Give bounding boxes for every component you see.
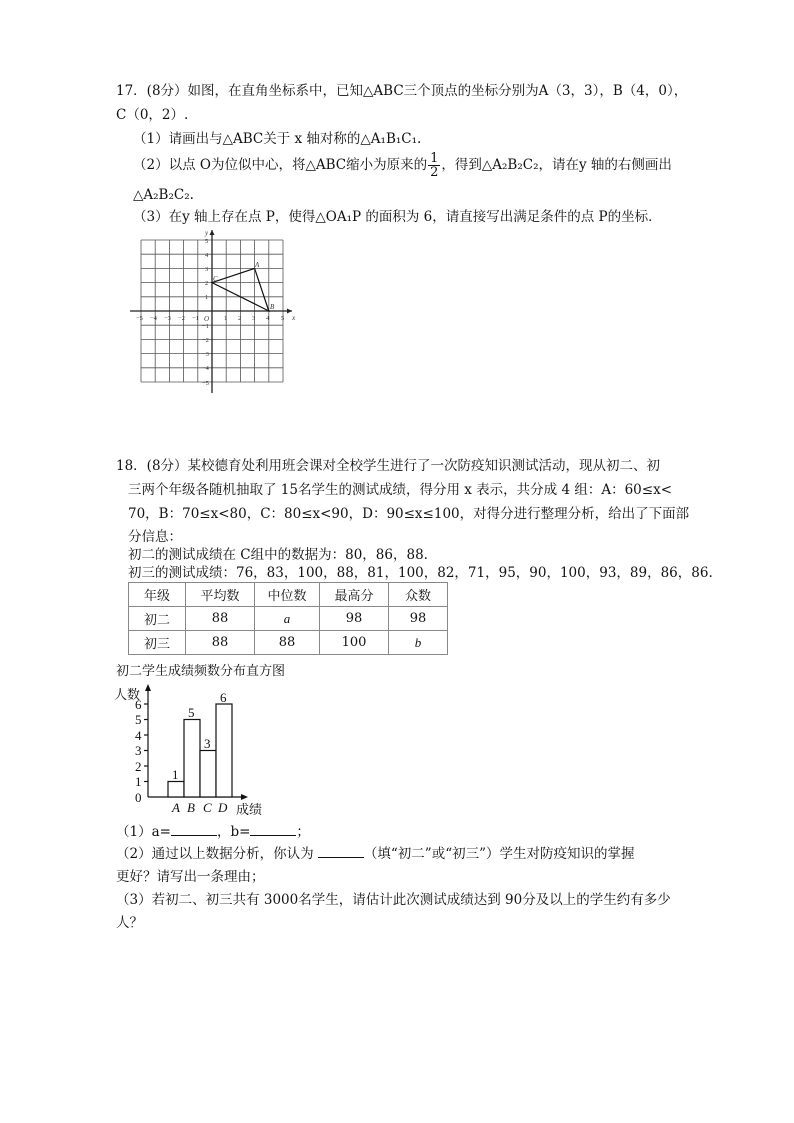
- statistics-table: [128, 582, 448, 655]
- svg-text:6: 6: [220, 690, 227, 705]
- svg-text:0: 0: [135, 790, 142, 805]
- header-cell: 中位数: [255, 583, 320, 607]
- answer-blank-b[interactable]: [250, 823, 296, 836]
- svg-text:−4: −4: [202, 365, 209, 372]
- svg-text:3: 3: [252, 315, 256, 322]
- svg-text:B: B: [270, 303, 275, 311]
- q18-part3-cont: 人？: [116, 915, 143, 931]
- x-axis-arrow-icon: [287, 309, 292, 314]
- svg-text:x: x: [292, 314, 296, 322]
- svg-text:B: B: [187, 800, 195, 815]
- svg-text:A: A: [172, 800, 180, 815]
- q18-grade9-data: 初三的测试成绩：76，83，100，88，81，100，82，71，95，90，100，93，89，86，86.: [128, 565, 713, 581]
- y-axis-arrow-icon: [210, 230, 215, 235]
- svg-text:D: D: [218, 800, 228, 815]
- table-row: [129, 631, 448, 655]
- svg-text:1: 1: [172, 767, 179, 782]
- y-axis-label: 人数: [114, 687, 141, 702]
- table-cell: 初二: [129, 607, 186, 631]
- svg-text:−1: −1: [192, 315, 199, 322]
- q17-part2: [133, 152, 672, 179]
- q18-part2: （2）通过以上数据分析，你认为 （填“初二”或“初三”）学生对防疫知识的掌握: [116, 846, 635, 862]
- svg-text:1: 1: [135, 774, 142, 789]
- svg-text:5: 5: [205, 238, 209, 245]
- svg-text:5: 5: [281, 315, 285, 322]
- x-axis-label: 成绩: [236, 802, 263, 817]
- svg-text:2: 2: [238, 315, 242, 322]
- table-cell: 98: [320, 607, 389, 631]
- q18-stem-line3: 70，B：70≤x<80，C：80≤x<90，D：90≤x≤100，对得分进行整理分析，给出了下面部: [128, 506, 690, 522]
- table-header-row: [129, 583, 448, 607]
- table-cell: 98: [389, 607, 448, 631]
- table-cell: a: [255, 607, 320, 631]
- svg-text:1: 1: [205, 294, 209, 301]
- fraction-one-half: $\frac{1}{2}$: [430, 151, 439, 180]
- svg-text:6: 6: [135, 697, 142, 712]
- svg-text:5: 5: [188, 705, 195, 720]
- svg-text:2: 2: [205, 280, 209, 287]
- x-axis-arrow-icon: [241, 794, 248, 800]
- table-cell: 88: [255, 631, 320, 655]
- svg-text:5: 5: [135, 712, 142, 727]
- svg-text:3: 3: [204, 736, 211, 751]
- header-cell: 平均数: [186, 583, 255, 607]
- svg-text:−2: −2: [202, 337, 209, 344]
- answer-blank-grade[interactable]: [318, 845, 364, 858]
- svg-text:4: 4: [135, 728, 142, 743]
- answer-blank-a[interactable]: [171, 823, 217, 836]
- histogram-chart: [110, 680, 280, 820]
- q17-stem-line2: C（0，2）.: [116, 107, 189, 123]
- histogram-title: 初二学生成绩频数分布直方图: [116, 664, 286, 679]
- svg-text:−2: −2: [178, 315, 185, 322]
- table-cell: 88: [186, 631, 255, 655]
- header-cell: 年级: [129, 583, 186, 607]
- table-cell: 88: [186, 607, 255, 631]
- q18-part3: （3）若初二、初三共有 3000名学生，请估计此次测试成绩达到 90分及以上的学生约有多少: [116, 892, 671, 908]
- table-cell: 初三: [129, 631, 186, 655]
- q17-part2-text-b: ，得到△A₂B₂C₂，请在y 轴的右侧画出: [441, 157, 672, 173]
- table-row: [129, 607, 448, 631]
- svg-text:−5: −5: [202, 380, 209, 387]
- svg-text:2: 2: [135, 759, 142, 774]
- svg-text:C: C: [213, 275, 218, 283]
- svg-text:4: 4: [205, 252, 209, 259]
- q18-stem-line2: 三两个年级各随机抽取了 15名学生的测试成绩，得分用 x 表示，共分成 4 组：A：60≤x<: [128, 482, 673, 498]
- svg-text:A: A: [255, 261, 260, 269]
- svg-text:3: 3: [205, 266, 209, 273]
- header-cell: 众数: [389, 583, 448, 607]
- header-cell: 最高分: [320, 583, 389, 607]
- q17-part2-cont: △A₂B₂C₂.: [133, 187, 194, 203]
- svg-text:−1: −1: [202, 323, 209, 330]
- bar-b: [184, 720, 200, 798]
- svg-text:1: 1: [224, 315, 228, 322]
- q18-part1: （1）a= ，b= ；: [116, 824, 310, 840]
- svg-text:3: 3: [135, 743, 142, 758]
- svg-text:−4: −4: [150, 315, 157, 322]
- y-axis-arrow-icon: [145, 684, 151, 691]
- q18-stem-line1: 18．(8分）某校德育处利用班会课对全校学生进行了一次防疫知识测试活动，现从初二、初: [116, 458, 661, 474]
- q18-part2-cont: 更好？请写出一条理由；: [116, 869, 265, 885]
- q18-grade8-data: 初二的测试成绩在 C组中的数据为：80，86，88.: [128, 547, 428, 563]
- table-cell: b: [389, 631, 448, 655]
- svg-text:−5: −5: [136, 315, 143, 322]
- q17-part1: （1）请画出与△ABC关于 x 轴对称的△A₁B₁C₁.: [133, 131, 422, 147]
- coordinate-grid: [125, 228, 300, 400]
- q17-part2-text: （2）以点 O为位似中心，将△ABC缩小为原来的: [133, 157, 428, 173]
- table-cell: 100: [320, 631, 389, 655]
- bar-c: [200, 751, 216, 798]
- svg-text:y: y: [205, 229, 209, 237]
- svg-text:O: O: [204, 315, 210, 323]
- q18-stem-line4: 分信息：: [128, 529, 182, 545]
- svg-text:−3: −3: [164, 315, 171, 322]
- svg-text:−3: −3: [202, 351, 209, 358]
- svg-text:C: C: [203, 800, 212, 815]
- bar-d: [216, 704, 232, 797]
- svg-text:4: 4: [266, 315, 270, 322]
- q17-part3: （3）在y 轴上存在点 P，使得△OA₁P 的面积为 6，请直接写出满足条件的点 P的坐标．: [133, 209, 662, 225]
- q17-stem-line1: 17．(8分）如图，在直角坐标系中，已知△ABC三个顶点的坐标分别为A（3，3），B（4，0），: [116, 83, 688, 99]
- bar-a: [168, 782, 184, 798]
